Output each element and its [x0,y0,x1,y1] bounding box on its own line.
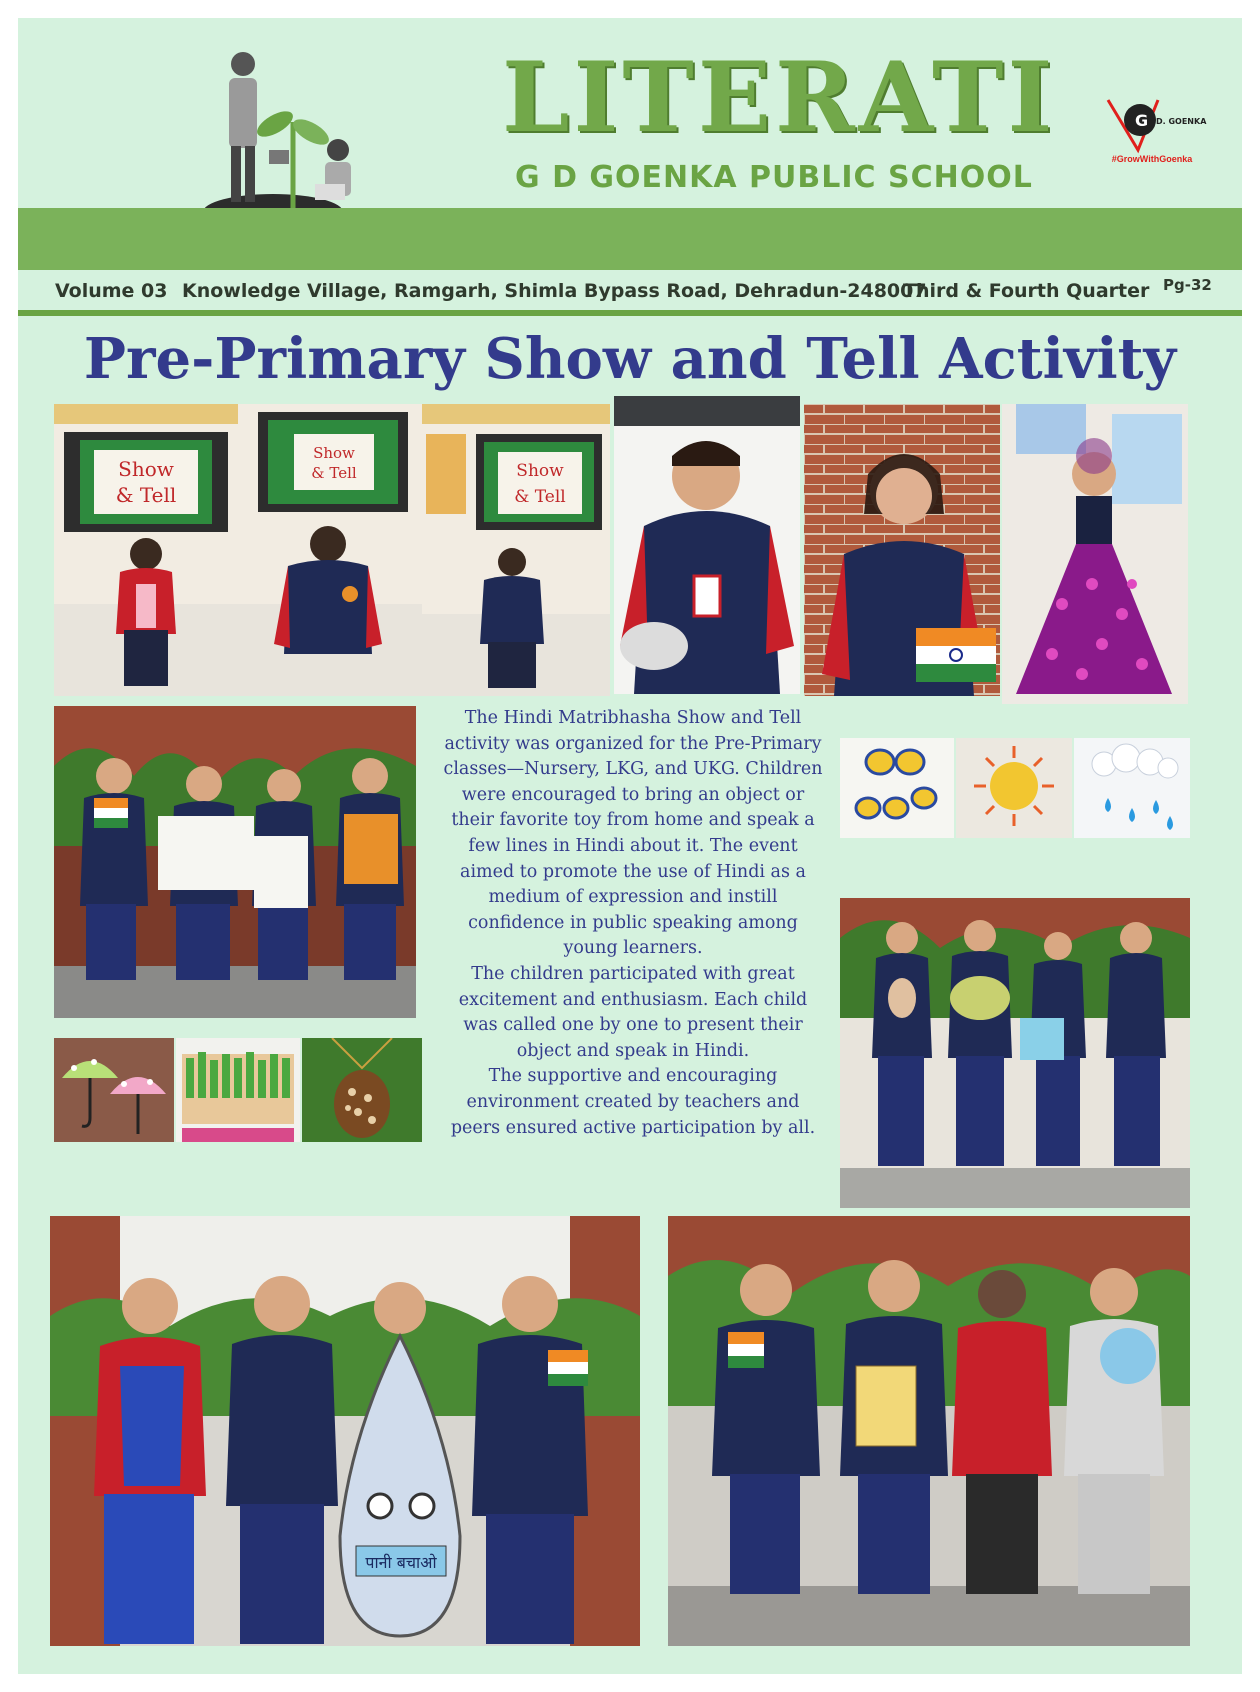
article-body [442,706,824,1141]
page-number: Pg-32 [1163,276,1212,294]
newsletter-title: LITERATI [502,41,1057,154]
droplet-sign-text: पानी बचाओ [365,1553,437,1572]
info-bar [18,270,1242,316]
photo-butterfly-craft [840,738,954,838]
photo-girl-with-flag [804,404,1000,696]
photo-boy-with-id-card [614,396,800,694]
photo-sun-craft [956,738,1072,838]
photo-group-with-water-drop [50,1216,640,1646]
article-paragraph: The supportive and encouraging environment created by teachers and peers ensured active participation by all. [450,1066,816,1138]
article-title: Pre-Primary Show and Tell Activity [83,326,1177,392]
article-paragraph: The Hindi Matribhasha Show and Tell activity was organized for the Pre-Primary classes—Nursery, LKG, and UKG. Children were encouraged to bring an object or their favorite toy from home and speak a few lines in Hindi about it. The event aimed to promote the use of Hindi as a medium of expression and instill confidence in public speaking among young learners. [443,708,823,959]
svg-text:D. GOENKA: D. GOENKA [1156,117,1207,126]
article-paragraph: The children participated with great excitement and enthusiasm. Each child was called one by one to present their object and speak in Hindi. [458,963,808,1061]
svg-text:Show: Show [313,444,355,462]
svg-text:Show: Show [516,461,564,481]
screen-caption: Show [118,457,174,481]
svg-text:& Tell: & Tell [115,483,177,507]
photo-group-with-toys [840,898,1190,1208]
volume-label: Volume 03 [55,280,168,302]
photo-group-four-children [54,706,416,1018]
photo-alphabet-craft [176,1038,300,1142]
photo-girl-with-dolls [422,404,610,696]
photo-umbrella-craft [54,1038,174,1142]
header-band [18,208,1242,270]
photo-boy-with-toy [238,404,422,696]
svg-text:& Tell: & Tell [514,487,566,507]
school-name: G D GOENKA PUBLIC SCHOOL [515,160,1033,195]
photo-raincloud-craft [1074,738,1190,838]
newsletter-page [18,18,1242,1674]
photo-girl-in-purple-dress [1002,404,1188,704]
photo-pinecone-ornament [302,1038,422,1142]
logo-tagline: #GrowWithGoenka [1111,154,1193,164]
photo-group-with-book-and-teddy [668,1216,1190,1646]
photo-girl-with-doll [54,404,238,696]
svg-text:& Tell: & Tell [311,464,357,482]
svg-text:G: G [1135,111,1149,130]
school-address: Knowledge Village, Ramgarh, Shimla Bypass Road, Dehradun-248007 [182,280,927,302]
quarter-label: Third & Fourth Quarter [903,280,1150,302]
